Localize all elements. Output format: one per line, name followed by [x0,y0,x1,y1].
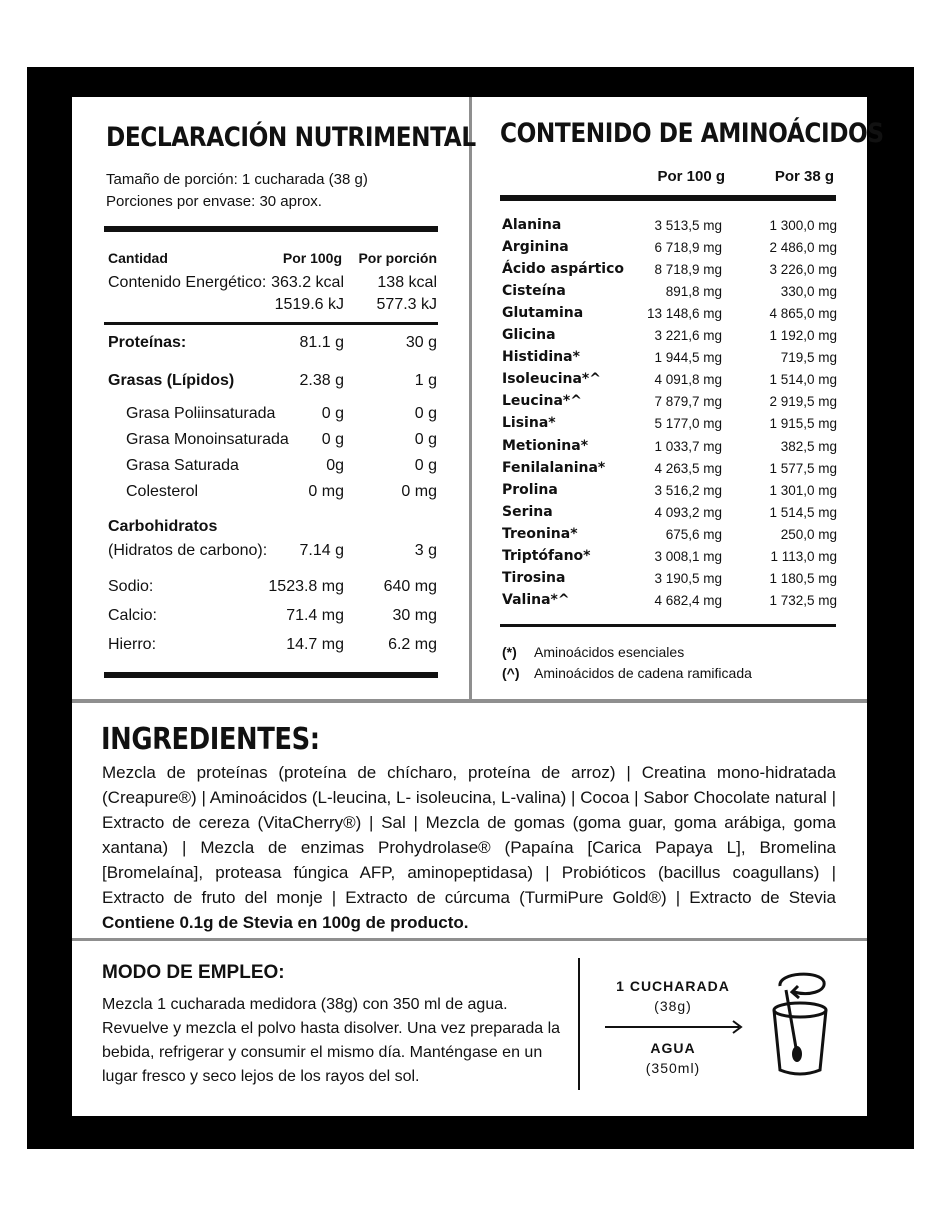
nutrient-value-100: 1523.8 mg [268,578,344,595]
nutrient-value-100: 71.4 mg [286,607,344,624]
amino-acid-value-100: 13 148,6 mg [646,306,722,321]
legend-mark: (*) [502,644,517,660]
servings-value: 30 aprox. [259,193,322,210]
legend-essential [502,644,684,660]
amino-acid-name: Metionina* [502,438,589,454]
amino-acid-name: Cisteína [502,283,566,299]
amino-acid-value-38: 250,0 mg [780,527,837,542]
amino-acid-name: Glicina [502,327,556,343]
stevia-note: Contiene 0.1g de Stevia en 100g de producto. [102,913,469,932]
amino-acid-value-100: 675,6 mg [665,527,722,542]
amino-acid-value-38: 2 486,0 mg [769,240,837,255]
amino-acid-value-100: 5 177,0 mg [654,416,722,431]
amino-acid-value-100: 891,8 mg [665,284,722,299]
serving-size [106,171,368,188]
amino-acid-name: Tirosina [502,570,566,586]
arrow-icon [605,1020,747,1034]
amino-acid-value-38: 2 919,5 mg [769,394,837,409]
nutrient-value-100: 2.38 g [299,372,344,389]
amino-acid-value-38: 1 732,5 mg [769,593,837,608]
amino-acid-name: Serina [502,504,553,520]
nutrient-value-portion: 3 g [414,542,437,559]
amino-acid-value-38: 1 180,5 mg [769,571,837,586]
amino-acid-name: Prolina [502,482,558,498]
amino-acid-value-38: 1 915,5 mg [769,416,837,431]
amino-acid-value-38: 330,0 mg [780,284,837,299]
amino-rule [500,624,836,627]
amino-acid-value-38: 1 192,0 mg [769,328,837,343]
nutrient-value-portion: 0 g [414,431,437,448]
nutrient-label: Grasas (Lípidos) [108,372,235,389]
nutrient-label: Grasa Saturada [126,457,239,474]
amino-acid-value-38: 382,5 mg [780,439,837,454]
nutrient-value-100: 0 g [321,431,344,448]
nutrient-value-100: 0g [326,457,344,474]
nutrition-rule [104,322,438,325]
usage-divider [578,958,580,1090]
nutrient-value-100: 7.14 g [299,542,344,559]
amino-acid-name: Leucina*^ [502,393,582,409]
nutrient-value-portion: 138 kcal [377,274,437,291]
amino-acid-value-100: 4 263,5 mg [654,461,722,476]
nutrient-label: Sodio: [108,578,154,595]
nutrient-value-portion: 1 g [414,372,437,389]
nutrition-bottom-bar [104,672,438,678]
col-header-portion: Por porción [358,250,437,266]
amino-acid-value-38: 1 301,0 mg [769,483,837,498]
nutrient-value-portion: 30 g [405,334,437,351]
ingredients-list: Mezcla de proteínas (proteína de chícharo, proteína de arroz) | Creatina mono-hidratada (Creapure®) | Aminoácidos (L-leucina, L- isoleucina, L-valina) | Cocoa | Sabor Chocolate natural | Extracto de cereza (VitaCherry®) | Sal | Mezcla de gomas (goma guar, goma arábiga, goma xantana) | Mezcla de enzimas Prohydrolase® (Papaína [Carica Papaya L], Bromelina [Bromelaína], proteasa fúngica AFP, aminopeptidasa) | Probióticos (bacillus coagullans) | Extracto de fruto del monje | Extracto de cúrcuma (TurmiPure Gold®) | Extracto de Stevia [102,763,836,907]
amino-col-100: Por 100 g [657,168,725,185]
amino-acid-value-100: 3 008,1 mg [654,549,722,564]
amino-acid-value-38: 3 226,0 mg [769,262,837,277]
nutrient-value-portion: 30 mg [392,607,437,624]
glass-spoon-icon [764,970,834,1082]
legend-mark: (^) [502,665,520,681]
amino-acid-value-100: 1 944,5 mg [654,350,722,365]
amino-title: CONTENIDO DE AMINOÁCIDOS [500,118,884,149]
amino-acid-name: Triptófano* [502,548,591,564]
amino-acid-value-38: 4 865,0 mg [769,306,837,321]
amino-acid-name: Ácido aspártico [502,261,625,277]
nutrient-value-portion: 0 mg [401,483,437,500]
nutrient-value-100: 81.1 g [299,334,344,351]
amino-acid-value-100: 3 513,5 mg [654,218,722,233]
nutrient-value-100: 14.7 mg [286,636,344,653]
col-header-100: Por 100g [282,250,342,266]
nutrient-label: Carbohidratos [108,518,218,535]
amino-acid-value-100: 4 682,4 mg [654,593,722,608]
nutrient-label: Proteínas: [108,334,187,351]
amino-acid-value-100: 6 718,9 mg [654,240,722,255]
legend-text: Aminoácidos esenciales [534,644,685,660]
amino-acid-value-100: 3 516,2 mg [654,483,722,498]
amino-acid-name: Glutamina [502,305,584,321]
amino-acid-name: Valina*^ [502,592,570,608]
panel-divider [469,97,472,701]
col-header-qty: Cantidad [108,250,168,266]
nutrient-label: Hierro: [108,636,157,653]
amino-acid-name: Isoleucina*^ [502,371,601,387]
amino-acid-value-38: 1 113,0 mg [770,549,837,564]
nutrient-value-100: 363.2 kcal [271,274,344,291]
amino-acid-value-38: 1 514,5 mg [769,505,837,520]
amino-acid-value-100: 3 190,5 mg [654,571,722,586]
nutrient-value-portion: 0 g [414,405,437,422]
nutrient-value-100: 0 g [321,405,344,422]
serving-size-label: Tamaño de porción: [106,171,238,188]
nutrient-value-portion: 0 g [414,457,437,474]
water-label: AGUA [650,1040,696,1056]
water-amount: (350ml) [645,1060,701,1076]
panel-divider [72,938,867,941]
amino-acid-value-38: 1 577,5 mg [769,461,837,476]
scoop-label: 1 CUCHARADA [616,978,730,994]
nutrient-label: Grasa Monoinsaturada [126,431,289,448]
legend-text: Aminoácidos de cadena ramificada [534,665,752,681]
amino-acid-value-100: 7 879,7 mg [654,394,722,409]
nutrient-value-100: 0 mg [308,483,344,500]
usage-title: MODO DE EMPLEO: [102,962,285,983]
ingredients-title: INGREDIENTES: [101,722,320,757]
amino-col-38: Por 38 g [774,168,834,185]
nutrient-label: Calcio: [108,607,157,624]
nutrition-thick-bar [104,226,438,232]
amino-acid-name: Treonina* [502,526,578,542]
nutrient-label: Grasa Poliinsaturada [126,405,276,422]
nutrition-title: DECLARACIÓN NUTRIMENTAL [106,122,476,153]
amino-acid-name: Histidina* [502,349,580,365]
nutrient-value-100: 1519.6 kJ [274,296,344,313]
nutrient-value-portion: 640 mg [383,578,437,595]
nutrient-label: (Hidratos de carbono): [108,542,268,559]
amino-acid-value-100: 3 221,6 mg [654,328,722,343]
nutrient-label: Contenido Energético: [108,274,267,291]
nutrient-label: Colesterol [126,483,199,500]
nutrient-value-portion: 6.2 mg [388,636,437,653]
panel-divider [72,699,867,703]
amino-acid-value-38: 1 514,0 mg [769,372,837,387]
amino-acid-name: Lisina* [502,415,556,431]
servings-label: Porciones por envase: [106,193,256,210]
legend-branched [502,665,752,681]
amino-acid-name: Alanina [502,217,562,233]
amino-acid-name: Arginina [502,239,569,255]
amino-acid-name: Fenilalanina* [502,460,606,476]
usage-text: Mezcla 1 cucharada medidora (38g) con 350 ml de agua. Revuelve y mezcla el polvo hasta disolver. Una vez preparada la bebida, refrigerar y consumir el mismo día. Manténgase en un lugar fresco y seco lejos de los rayos del sol. [102,996,561,1085]
amino-thick-bar [500,195,836,201]
amino-acid-value-38: 1 300,0 mg [769,218,837,233]
ingredients-text [102,760,836,935]
amino-acid-value-100: 8 718,9 mg [654,262,722,277]
serving-size-value: 1 cucharada (38 g) [241,171,368,188]
amino-acid-value-100: 4 091,8 mg [654,372,722,387]
amino-acid-value-100: 1 033,7 mg [654,439,722,454]
nutrient-value-portion: 577.3 kJ [376,296,437,313]
scoop-amount: (38g) [654,998,692,1014]
amino-acid-value-38: 719,5 mg [780,350,837,365]
amino-acid-value-100: 4 093,2 mg [654,505,722,520]
servings-per-container [106,193,322,210]
